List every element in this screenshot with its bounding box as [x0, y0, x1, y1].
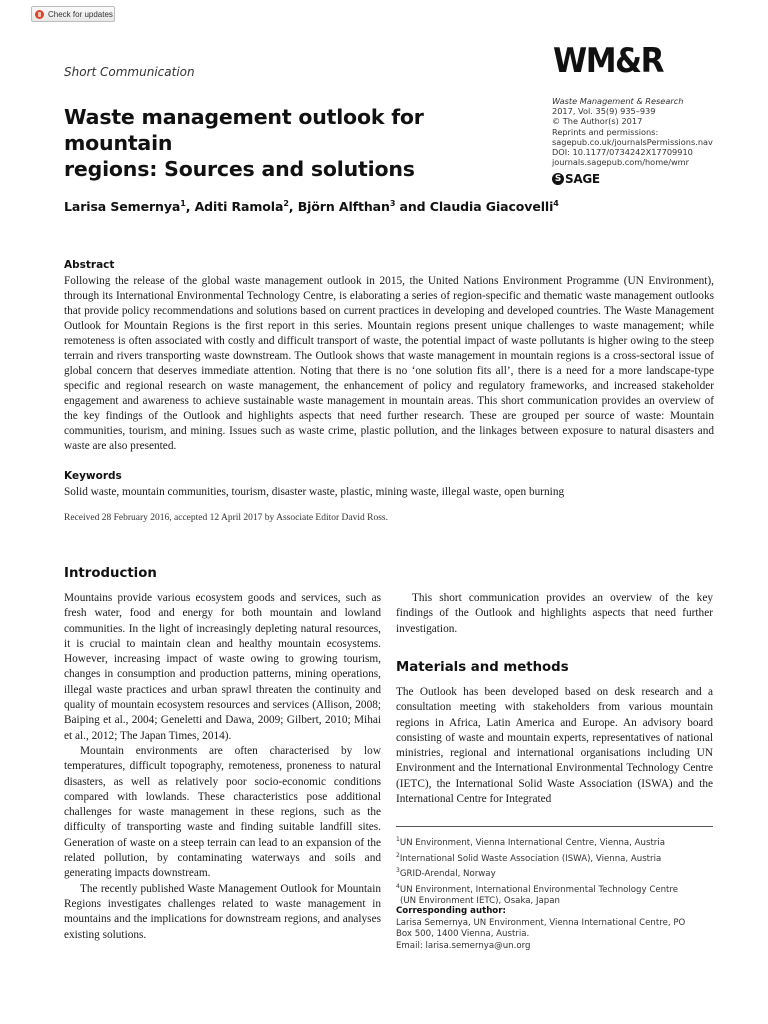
author-name: Larisa Semernya: [64, 199, 181, 215]
corresponding-label: Corresponding author:: [396, 906, 506, 916]
paragraph: This short communication provides an overview of the key findings of the Outlook and highlights aspects that need further investigation.: [396, 592, 713, 635]
author-affiliation-mark: 4: [553, 199, 559, 208]
affiliation: [396, 834, 678, 850]
paragraph: Mountains provide various ecosystem goods and services, such as fresh water, food and energy for both mountain and lowland communities. In the light of increasingly depleting natural resources, it is crucial to maintain clean and healthy mountain ecosystems. However, increasing impact of waste owing to growing tourism, changes in consumption and production patterns, mining operations, illegal waste practices and urban sprawl threaten the continuity and quality of mountain ecosystem resources and services (Allison, 2008; Baiping et al., 2004; Geneletti and Dawa, 2009; Gilbert, 2010; Mihai et al., 2012; The Japan Times, 2014).: [64, 592, 381, 742]
corresponding-address: Box 500, 1400 Vienna, Austria.: [396, 929, 530, 940]
title-line: regions: Sources and solutions: [64, 157, 415, 181]
affiliations: [396, 834, 678, 908]
publisher-logo: [552, 172, 600, 186]
affiliation-text: (UN Environment IETC), Osaka, Japan: [400, 896, 560, 907]
affiliation: [396, 881, 678, 897]
affiliation-number: 3: [396, 867, 400, 875]
separator: and: [395, 199, 430, 215]
affiliation-number: 2: [396, 851, 400, 859]
author-list: [64, 199, 559, 214]
check-for-updates-button[interactable]: [31, 6, 115, 22]
affiliation-number: 1: [396, 836, 400, 843]
corresponding-email[interactable]: Email: larisa.semernya@un.org: [396, 941, 531, 952]
author-affiliation-mark: 2: [283, 199, 289, 208]
permissions-link[interactable]: sagepub.co.uk/journalsPermissions.nav: [552, 136, 713, 147]
journal-homepage-link[interactable]: journals.sagepub.com/home/wmr: [552, 157, 690, 168]
author-name: Björn Alfthan: [297, 199, 390, 215]
publisher-name: SAGE: [565, 172, 600, 186]
author-name: Claudia Giacovelli: [429, 199, 554, 215]
article-title: [64, 104, 534, 182]
author-name: Aditi Ramola: [194, 199, 284, 215]
affiliation-text: UN Environment, International Environmental Technology Centre: [399, 884, 679, 895]
keywords-text: Solid waste, mountain communities, tourism, disaster waste, plastic, mining waste, illegal waste, open burning: [64, 486, 565, 498]
paragraph: The Outlook has been developed based on desk research and a consultation meeting with stakeholders from various mountain regions in Africa, Latin America and Europe. An advisory board consisting of waste and mountain experts, representatives of national ministries, regional and international organisations including UN Environment and the International Environmental Technology Centre (IETC), the International Solid Waste Association (ISWA) and the International Centre for Integrated: [396, 686, 713, 806]
doi[interactable]: DOI: 10.1177/0734242X17709910: [552, 147, 693, 158]
journal-metadata: [552, 96, 713, 167]
copyright: © The Author(s) 2017: [552, 116, 643, 127]
affiliation-text: International Solid Waste Association (ISWA), Vienna, Austria: [399, 853, 662, 864]
reprints-label: Reprints and permissions:: [552, 126, 659, 137]
journal-issue: 2017, Vol. 35(9) 935–939: [552, 106, 656, 117]
keywords-heading: Keywords: [64, 470, 122, 482]
received-dates: Received 28 February 2016, accepted 12 April 2017 by Associate Editor David Ross.: [64, 513, 388, 523]
check-for-updates-label: Check for updates: [48, 9, 113, 19]
introduction-heading: Introduction: [64, 566, 157, 581]
methods-heading: Materials and methods: [396, 660, 569, 675]
separator: ,: [185, 199, 195, 215]
affiliation: [396, 850, 678, 866]
journal-name: Waste Management & Research: [552, 96, 684, 106]
affiliation: [396, 865, 678, 881]
abstract-text: Following the release of the global waste management outlook in 2015, the United Nations Environment Programme (UN Environment), through its International Environmental Technology Centre, is elaborating a series of region-specific and thematic waste management outlooks that provide policy recommendations and solutions based on current practices in developing and developed countries. The Waste Management Outlook for Mountain Regions is the first report in this series. Mountain regions present unique challenges to waste management; while remoteness is often associated with costly and difficult transport of waste, the potential impact of waste pollutants is higher owing to the steep terrain and rivers transporting waste downstream. The Outlook shows that waste management in mountain regions is a cross-sectoral issue of global concern that deserves immediate attention. Noting that there is no ‘one solution fits all’, there is a need for a more landscape-type specific and regional research on waste management, the enhancement of policy and regulatory frameworks, and increased stakeholder engagement and awareness to achieve sustainable waste management in mountain areas. This short communication provides an overview of the key findings of the Outlook and highlights aspects that need further research. These are grouped per source of waste: Mountain communities, tourism, and mining. Issues such as waste crime, plastic pollution, and the linkages between exposure to natural disasters and waste are also presented.: [64, 275, 714, 452]
update-icon: [35, 10, 44, 19]
right-column-methods: [396, 685, 713, 807]
footnote-divider: [396, 826, 713, 827]
corresponding-address: Larisa Semernya, UN Environment, Vienna International Centre, PO: [396, 917, 686, 928]
journal-logo: WM&R: [553, 42, 663, 81]
abstract-heading: Abstract: [64, 259, 115, 271]
sage-icon: S: [552, 173, 564, 185]
affiliation-text: GRID-Arendal, Norway: [399, 868, 496, 879]
affiliation-text: UN Environment, Vienna International Centre, Vienna, Austria: [399, 837, 665, 848]
affiliation-number: 4: [396, 882, 400, 890]
author-affiliation-mark: 1: [180, 199, 186, 208]
left-column: [64, 591, 381, 943]
right-column-intro: [396, 591, 713, 637]
paragraph: The recently published Waste Management Outlook for Mountain Regions investigates challenges related to waste management in mountains and the implications for downstream regions, and analyses existing solutions.: [64, 882, 381, 941]
paragraph: Mountain environments are often characterised by low temperatures, difficult topography, remoteness, proneness to natural disasters, as well as relatively poor socio-economic conditions compared with lowlands. These characteristics pose additional challenges for waste management in these regions, such as the difficulty of transporting waste and finding suitable landfill sites. Generation of waste on a steep terrain can lead to an expansion of the related pollution, by contaminating waterways and soils and generating impacts downstream.: [64, 744, 381, 880]
title-line: Waste management outlook for mountain: [64, 105, 424, 155]
article-type: Short Communication: [64, 65, 195, 79]
corresponding-author: [396, 906, 716, 953]
separator: ,: [288, 199, 298, 215]
author-affiliation-mark: 3: [389, 199, 396, 208]
